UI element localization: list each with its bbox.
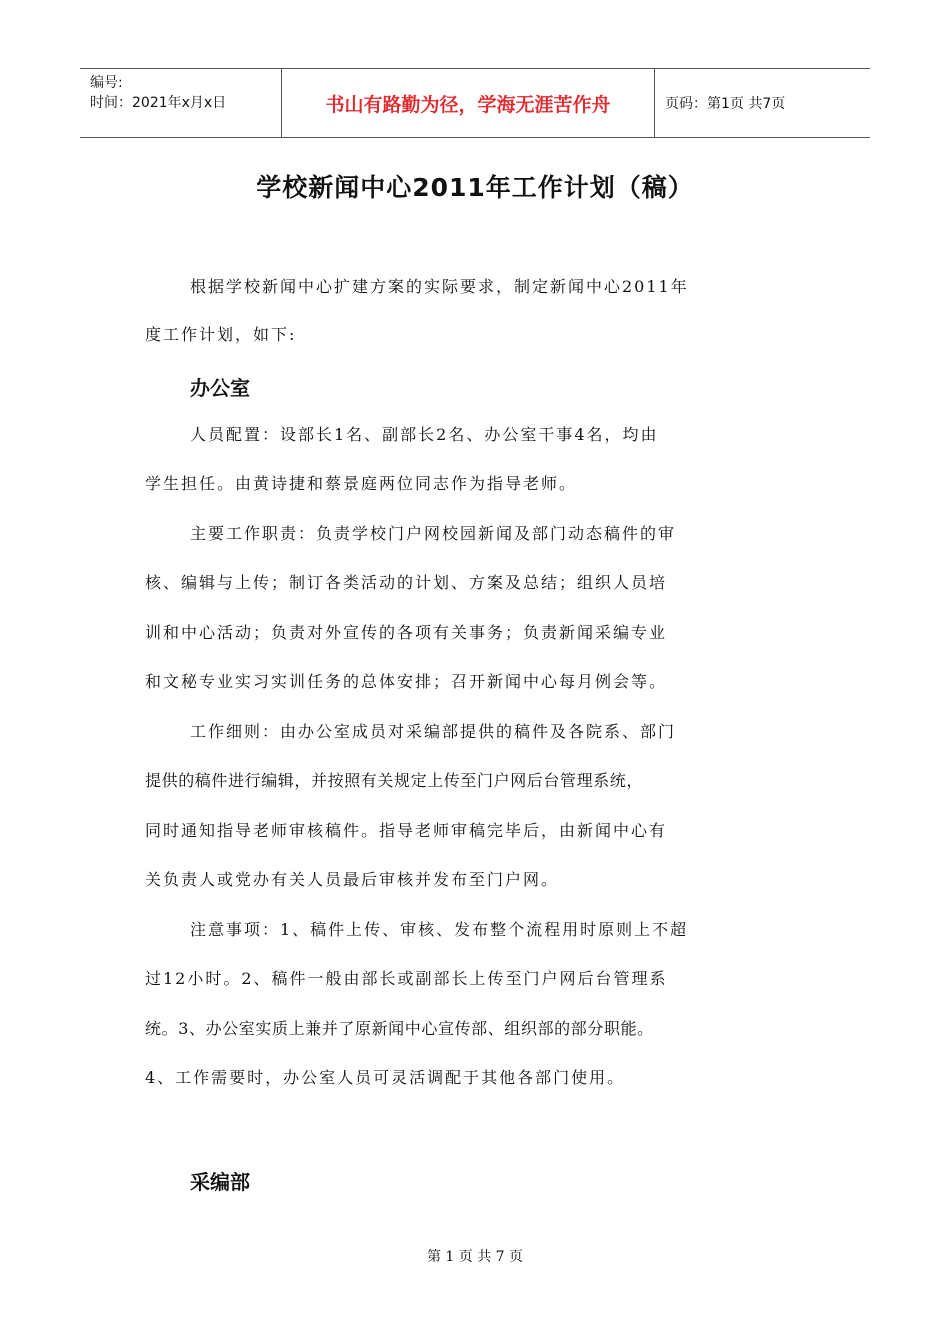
section-heading-office: 办公室 xyxy=(190,376,250,400)
header-meta-cell xyxy=(80,69,282,137)
paragraph-line: 根据学校新闻中心扩建方案的实际要求，制定新闻中心2011年 xyxy=(190,277,689,296)
paragraph-line: 注意事项：1、稿件上传、审核、发布整个流程用时原则上不超 xyxy=(190,920,689,939)
paragraph-line: 度工作计划，如下: xyxy=(145,325,297,344)
paragraph-line: 过12小时。2、稿件一般由部长或副部长上传至门户网后台管理系 xyxy=(145,969,668,988)
paragraph-line: 关负责人或党办有关人员最后审核并发布至门户网。 xyxy=(145,870,560,889)
page-footer: 第 1 页 共 7 页 xyxy=(426,1249,524,1265)
paragraph-line: 训和中心活动；负责对外宣传的各项有关事务；负责新闻采编专业 xyxy=(145,623,668,642)
document-title: 学校新闻中心2011年工作计划（稿） xyxy=(256,173,694,202)
paragraph-line: 工作细则：由办公室成员对采编部提供的稿件及各院系、部门 xyxy=(190,722,677,741)
paragraph-line: 提供的稿件进行编辑，并按照有关规定上传至门户网后台管理系统， xyxy=(145,771,644,790)
paragraph-line: 和文秘专业实习实训任务的总体安排；召开新闻中心每月例会等。 xyxy=(145,672,668,691)
header-table xyxy=(80,68,870,138)
date-label: 时间：2021年x月x日 xyxy=(90,95,227,111)
number-label: 编号: xyxy=(90,75,123,91)
section-heading-editorial: 采编部 xyxy=(190,1170,250,1194)
header-page-info: 页码：第1页 共7页 xyxy=(665,96,786,112)
paragraph-line: 同时通知指导老师审核稿件。指导老师审稿完毕后，由新闻中心有 xyxy=(145,821,668,840)
paragraph-line: 4、工作需要时，办公室人员可灵活调配于其他各部门使用。 xyxy=(145,1068,626,1087)
paragraph-line: 人员配置：设部长1名、副部长2名、办公室干事4名，均由 xyxy=(190,425,659,444)
paragraph-line: 学生担任。由黄诗捷和蔡景庭两位同志作为指导老师。 xyxy=(145,474,578,493)
paragraph-line: 核、编辑与上传；制订各类活动的计划、方案及总结；组织人员培 xyxy=(145,573,668,592)
header-motto: 书山有路勤为径，学海无涯苦作舟 xyxy=(282,69,655,137)
paragraph-line: 统。3、办公室实质上兼并了原新闻中心宣传部、组织部的部分职能。 xyxy=(145,1019,654,1038)
paragraph-line: 主要工作职责：负责学校门户网校园新闻及部门动态稿件的审 xyxy=(190,524,677,543)
